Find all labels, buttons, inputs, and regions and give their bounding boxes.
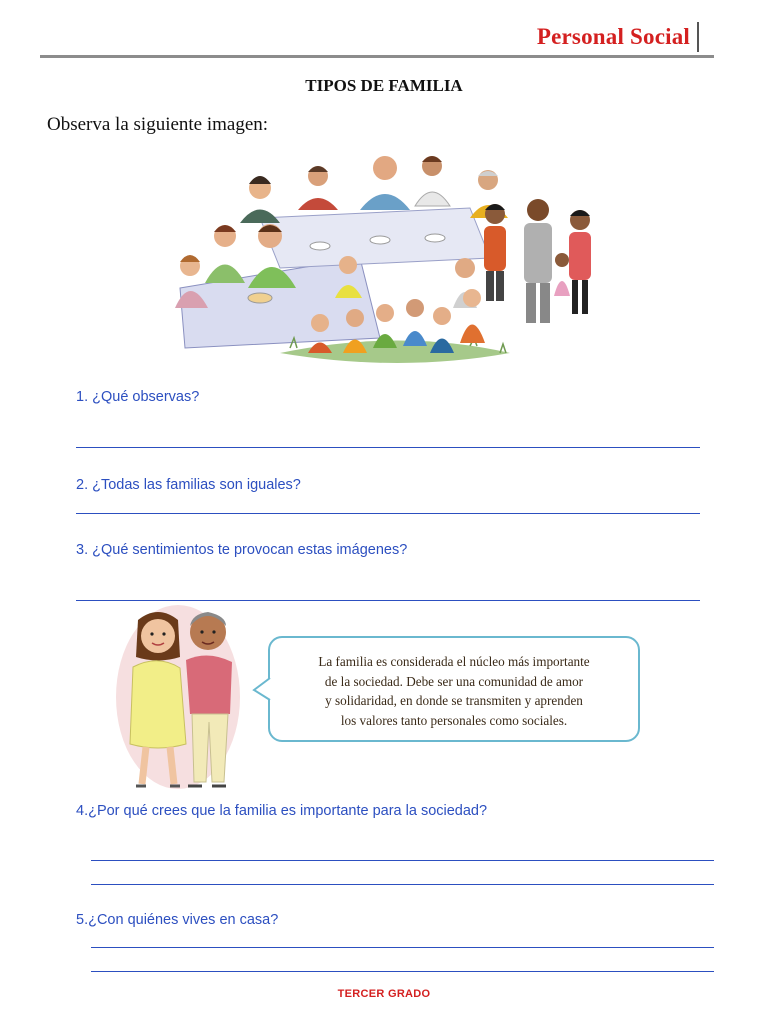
header-divider bbox=[697, 22, 699, 52]
couple-illustration bbox=[108, 602, 268, 798]
question-5: 5.¿Con quiénes vives en casa? bbox=[76, 912, 279, 928]
answer-line[interactable] bbox=[91, 884, 714, 885]
footer-grade: TERCER GRADO bbox=[337, 988, 431, 1000]
question-3: 3. ¿Qué sentimientos te provocan estas imágenes? bbox=[76, 542, 408, 558]
page-title: TIPOS DE FAMILIA bbox=[305, 76, 463, 95]
intro-instruction: Observa la siguiente imagen: bbox=[47, 114, 269, 135]
callout-line: y solidaridad, en donde se transmiten y aprenden bbox=[325, 693, 583, 708]
callout-line: de la sociedad. Debe ser una comunidad de amor bbox=[324, 673, 584, 689]
answer-line[interactable] bbox=[91, 947, 714, 948]
answer-line[interactable] bbox=[76, 600, 700, 601]
bubble-tail bbox=[252, 676, 272, 702]
answer-line[interactable] bbox=[91, 860, 714, 861]
callout-line: los valores tanto personales como sociales. bbox=[340, 712, 568, 728]
family-picnic-illustration bbox=[170, 148, 610, 373]
question-1: 1. ¿Qué observas? bbox=[76, 389, 200, 405]
header-rule bbox=[40, 55, 714, 58]
question-4: 4.¿Por qué crees que la familia es importante para la sociedad? bbox=[76, 803, 488, 819]
answer-line[interactable] bbox=[91, 971, 714, 972]
subject-title: Personal Social bbox=[536, 24, 690, 49]
question-2: 2. ¿Todas las familias son iguales? bbox=[76, 477, 301, 493]
callout-line: La familia es considerada el núcleo más importante bbox=[318, 654, 590, 669]
answer-line[interactable] bbox=[76, 447, 700, 448]
answer-line[interactable] bbox=[76, 513, 700, 514]
family-definition-callout bbox=[268, 636, 640, 742]
